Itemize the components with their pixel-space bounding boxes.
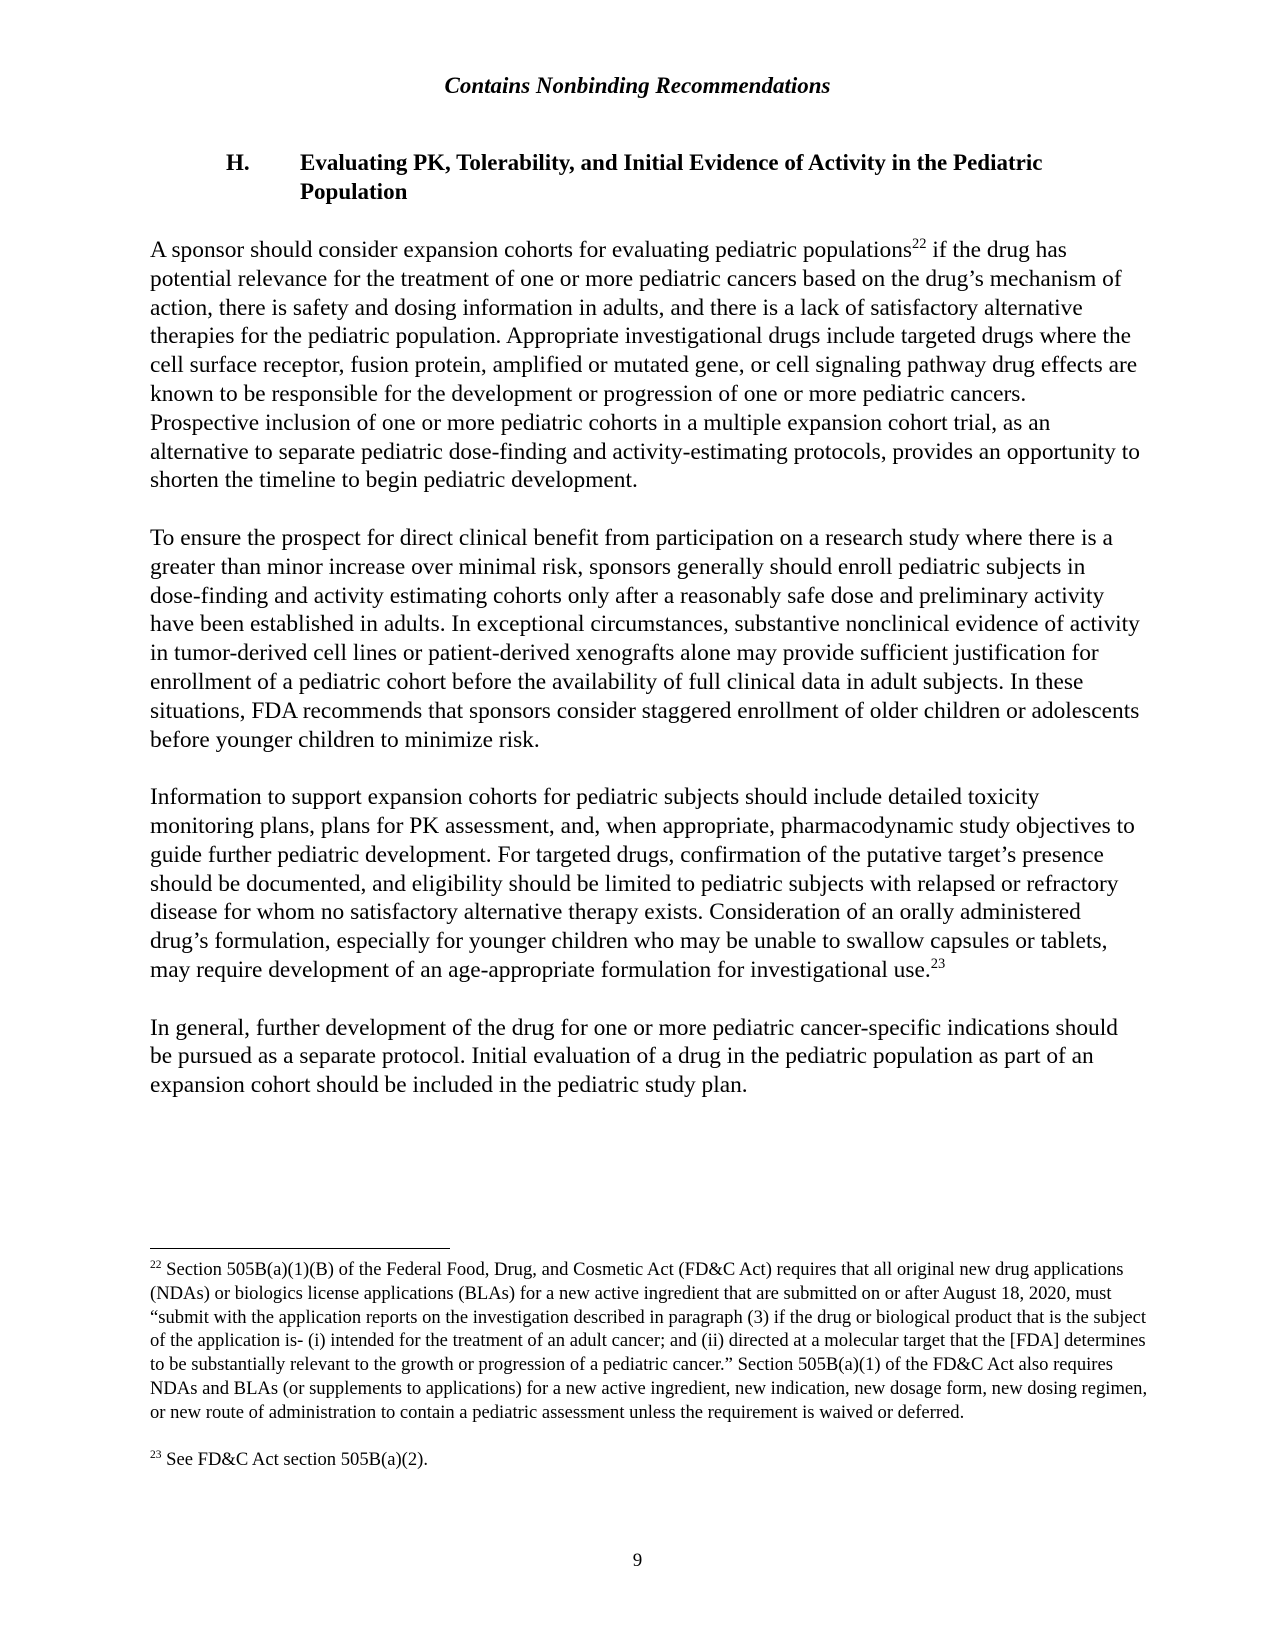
paragraph-1-text-end: if the drug has potential relevance for the treatment of one or more pediatric cancers based on the drug’s mechanism of action, there is safety and dosing information in adults, and there is a lack of satisfactory alternative therapies for the pediatric population. Appropriate investigational drugs include targeted drugs where the cell surface receptor, fusion protein, amplified or mutated gene, or cell signaling pathway drug effects are known to be responsible for the development or progression of one or more pediatric cancers. Prospective inclusion of one or more pediatric cohorts in a multiple expansion cohort trial, as an alternative to separate pediatric dose-finding and activity-estimating protocols, provides an opportunity to shorten the timeline to begin pediatric development. (150, 237, 1140, 494)
paragraph-4: In general, further development of the drug for one or more pediatric cancer-specific indications should be pursued as a separate protocol. Initial evaluation of a drug in the pediatric population as part of an expansion cohort should be included in the pediatric study plan. (150, 1014, 1118, 1099)
paragraph-2: To ensure the prospect for direct clinical benefit from participation on a research study where there is a greater than minor increase over minimal risk, sponsors generally should enroll pediatric subjects in dose-finding and activity estimating cohorts only after a reasonably safe dose and preliminary activity have been established in adults. In exceptional circumstances, substantive nonclinical evidence of activity in tumor-derived cell lines or patient-derived xenografts alone may provide sufficient justification for enrollment of a pediatric cohort before the availability of full clinical data in adult subjects. In these situations, FDA recommends that sponsors consider staggered enrollment of older children or adolescents before younger children to minimize risk. (150, 524, 1140, 753)
footnote-22 (150, 1258, 1150, 1425)
paragraph-1-text-start: A sponsor should consider expansion cohorts for evaluating pediatric populations (150, 237, 912, 263)
paragraph-1 (150, 236, 1140, 495)
section-number: H. (226, 150, 250, 175)
footnote-text: Section 505B(a)(1)(B) of the Federal Food, Drug, and Cosmetic Act (FD&C Act) requires that all original new drug applications (NDAs) or biologics license applications (BLAs) for a new active ingredient that are submitted on or after August 18, 2020, must “submit with the application reports on the investigation described in paragraph (3) if the drug or biological product that is the subject of the application is- (i) intended for the treatment of an adult cancer; and (ii) directed at a molecular target that the [FDA] determines to be substantially relevant to the growth or progression of a pediatric cancer.” Section 505B(a)(1) of the FD&C Act also requires NDAs and BLAs (or supplements to applications) for a new active ingredient, new indication, new dosage form, new dosing regimen, or new route of administration to contain a pediatric assessment unless the requirement is waived or deferred. (150, 1259, 1148, 1423)
footnote-ref-22[interactable]: 22 (912, 236, 927, 253)
paragraph-3-text: Information to support expansion cohorts for pediatric subjects should include detailed toxicity monitoring plans, plans for PK assessment, and, when appropriate, pharmacodynamic study objectives to guide further pediatric development. For targeted drugs, confirmation of the putative target’s presence should be documented, and eligibility should be limited to pediatric subjects with relapsed or refractory disease for whom no satisfactory alternative therapy exists. Consideration of an orally administered drug’s formulation, especially for younger children who may be unable to swallow capsules or tablets, may require development of an age-appropriate formulation for investigational use. (150, 784, 1135, 983)
footnote-text: See FD&C Act section 505B(a)(2). (161, 1448, 428, 1470)
body-text (150, 236, 1140, 1129)
footnotes (150, 1258, 1150, 1494)
page-number: 9 (632, 1550, 643, 1571)
footnote-23 (150, 1448, 1150, 1472)
footnote-ref-23[interactable]: 23 (930, 956, 946, 973)
paragraph-3 (150, 783, 1140, 985)
footnote-divider (150, 1248, 450, 1249)
running-header: Contains Nonbinding Recommendations (444, 73, 831, 98)
footnote-number: 22 (150, 1258, 162, 1271)
footnote-number: 23 (150, 1448, 162, 1461)
section-title: Evaluating PK, Tolerability, and Initial Evidence of Activity in the Pediatric Population (300, 150, 1043, 204)
